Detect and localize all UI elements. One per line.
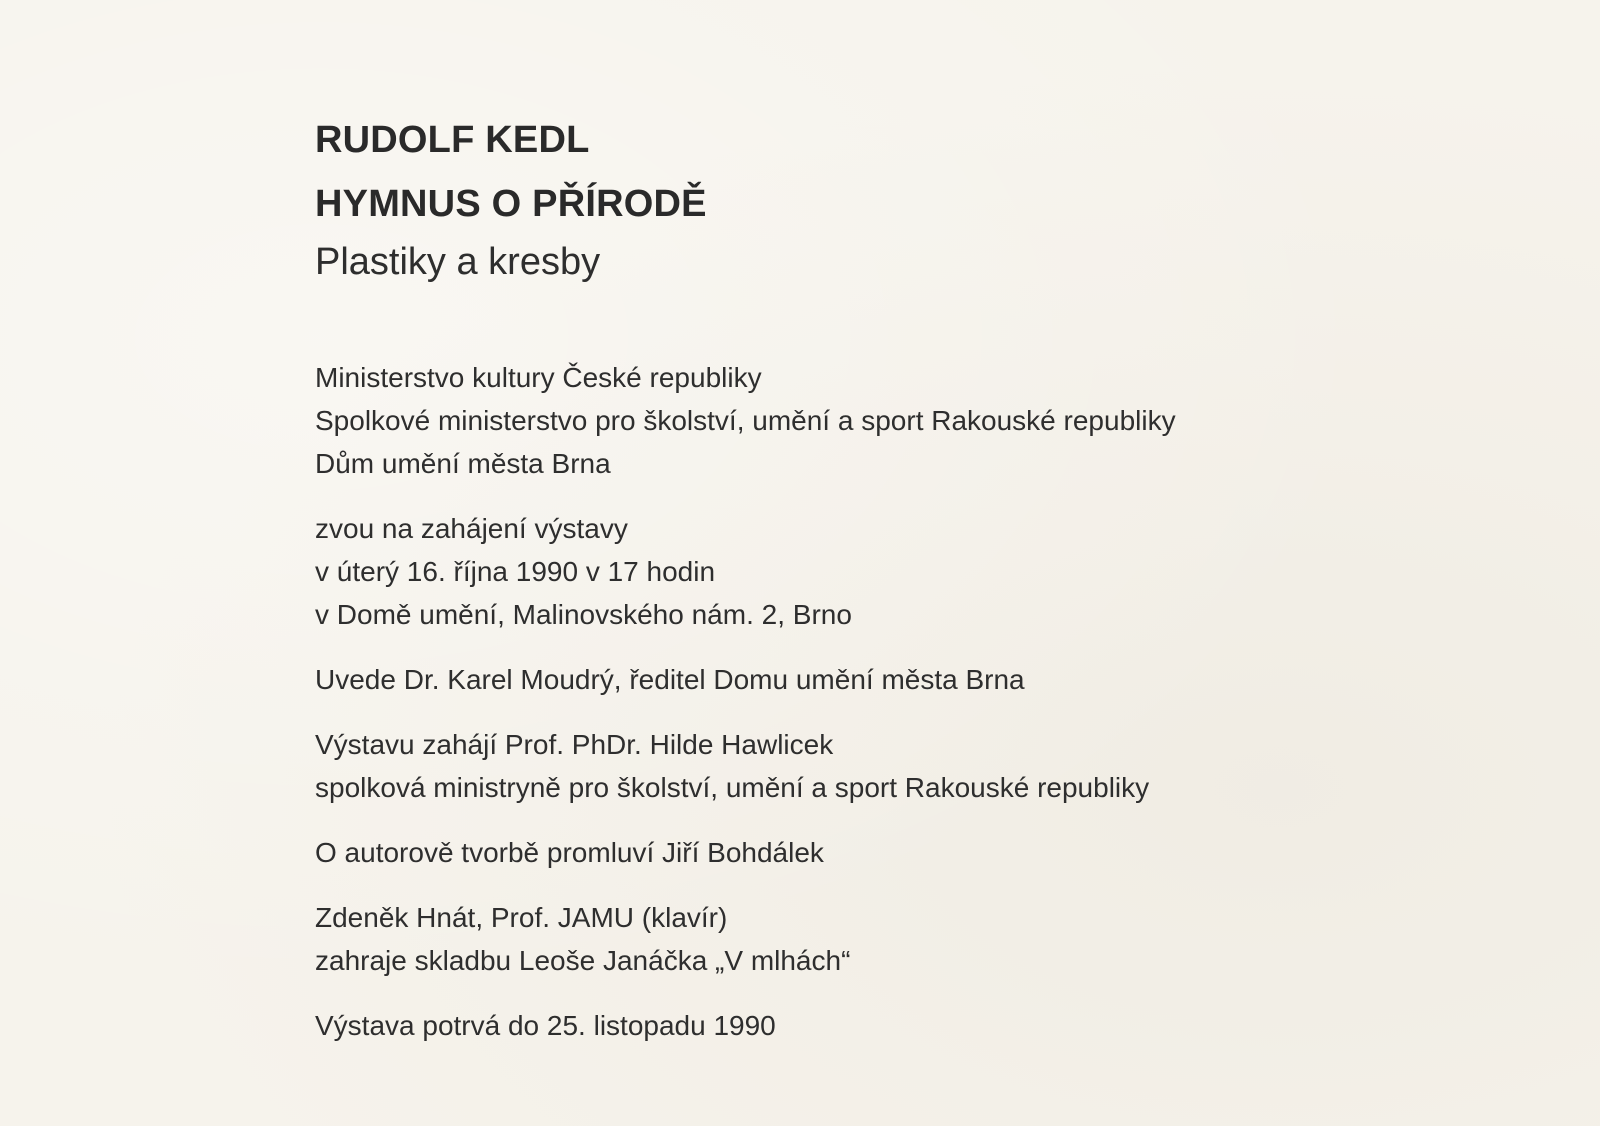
duration-block — [315, 1004, 1515, 1047]
music-line: Zdeněk Hnát, Prof. JAMU (klavír) — [315, 902, 728, 933]
organizer-line: Dům umění města Brna — [315, 448, 611, 479]
organizers-block — [315, 356, 1515, 485]
invitation-date: v úterý 16. října 1990 v 17 hodin — [315, 556, 716, 587]
organizer-line: Ministerstvo kultury České republiky — [315, 362, 762, 393]
music-line: zahraje skladbu Leoše Janáčka „V mlhách“ — [315, 945, 851, 976]
invitation-content — [315, 108, 1515, 1047]
invitation-line: zvou na zahájení výstavy — [315, 513, 628, 544]
opening-line: Výstavu zahájí Prof. PhDr. Hilde Hawlicek — [315, 729, 834, 760]
music-block — [315, 896, 1515, 982]
introduction-block — [315, 658, 1515, 701]
invitation-block — [315, 507, 1515, 636]
duration-line: Výstava potrvá do 25. listopadu 1990 — [315, 1010, 776, 1041]
exhibition-title: HYMNUS O PŘÍRODĚ — [315, 183, 707, 225]
organizer-line: Spolkové ministerstvo pro školství, umění a sport Rakouské republiky — [315, 405, 1176, 436]
speech-block — [315, 831, 1515, 874]
opening-block — [315, 723, 1515, 809]
opening-line: spolková ministryně pro školství, umění a sport Rakouské republiky — [315, 772, 1150, 803]
introduction-line: Uvede Dr. Karel Moudrý, ředitel Domu umění města Brna — [315, 664, 1025, 695]
speech-line: O autorově tvorbě promluví Jiří Bohdálek — [315, 837, 824, 868]
invitation-venue: v Domě umění, Malinovského nám. 2, Brno — [315, 599, 852, 630]
author-name: RUDOLF KEDL — [315, 119, 590, 161]
exhibition-subtitle: Plastiky a kresby — [315, 241, 601, 283]
